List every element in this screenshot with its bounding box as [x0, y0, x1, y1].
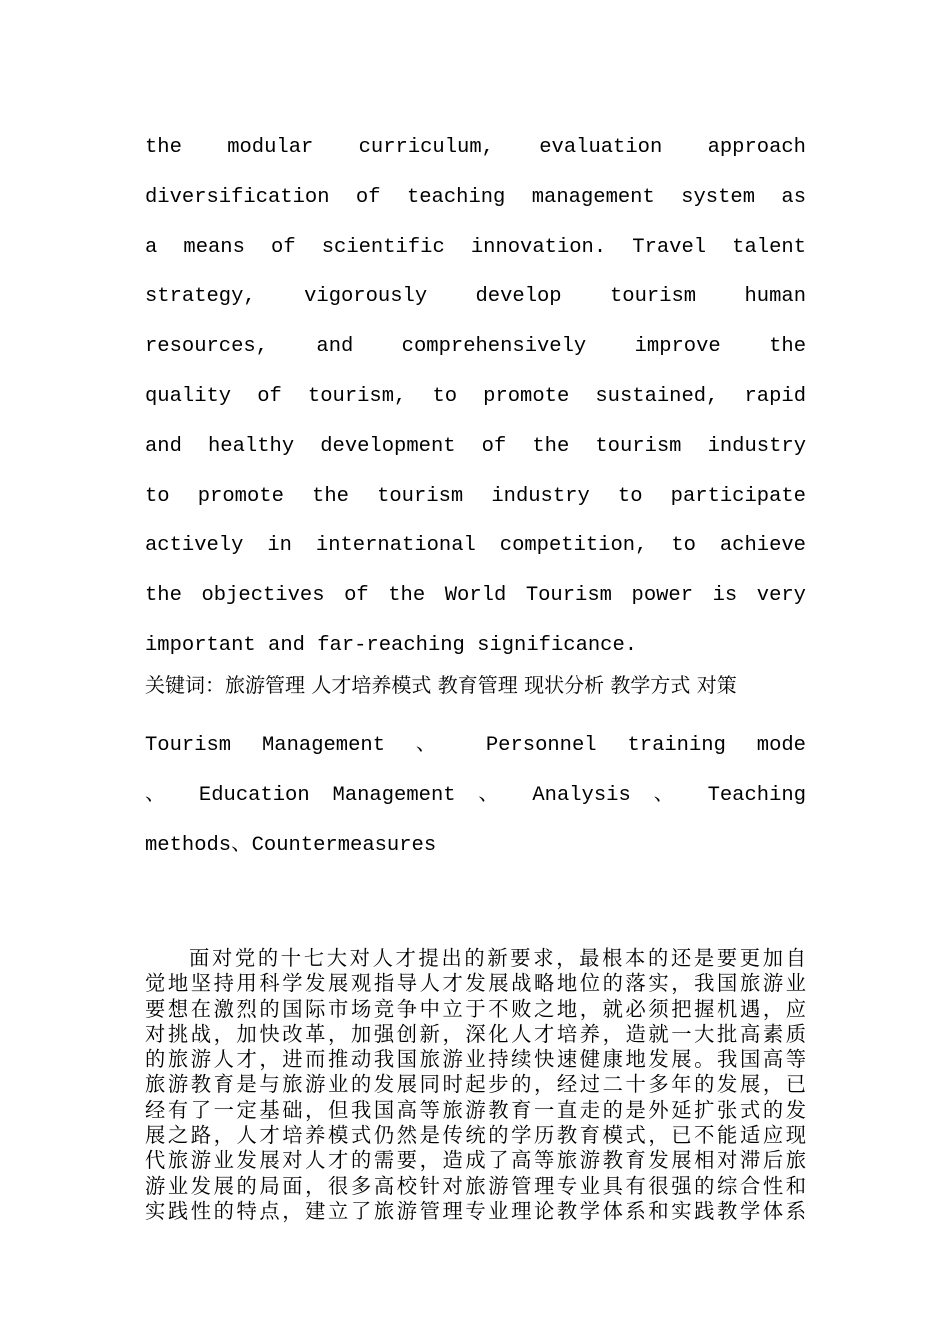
abstract-line: strategy, vigorously develop tourism human: [145, 285, 806, 309]
abstract-line: to promote the tourism industry to participate: [145, 484, 806, 508]
body-line: 面对党的十七大对人才提出的新要求，最根本的还是要更加自: [189, 946, 806, 970]
abstract-line: quality of tourism, to promote sustained, rapid: [145, 384, 806, 408]
body-line: 对挑战，加快改革，加强创新，深化人才培养，造就一大批高素质: [145, 1021, 806, 1046]
abstract-line: the objectives of the World Tourism power is very: [145, 584, 806, 608]
body-line: 展之路，人才培养模式仍然是传统的学历教育模式，已不能适应现: [145, 1123, 806, 1148]
chinese-keywords: 关键词：旅游管理 人才培养模式 教育管理 现状分析 教学方式 对策: [145, 673, 737, 697]
keywords-line: Tourism Management 、 Personnel training mode: [145, 734, 806, 757]
abstract-line: important and far-reaching significance.: [145, 633, 638, 657]
body-line: 实践性的特点，建立了旅游管理专业理论教学体系和实践教学体系: [145, 1198, 806, 1223]
abstract-line: a means of scientific innovation. Travel talent: [145, 235, 806, 259]
abstract-line: actively in international competition, to achieve: [145, 534, 806, 558]
english-abstract: [145, 136, 806, 684]
body-line: 经有了一定基础，但我国高等旅游教育一直走的是外延扩张式的发: [145, 1097, 806, 1122]
abstract-line: and healthy development of the tourism industry: [145, 434, 806, 458]
body-line: 代旅游业发展对人才的需要，造成了高等旅游教育发展相对滞后旅: [145, 1148, 806, 1173]
keywords-line: 、 Education Management 、 Analysis 、 Teaching: [145, 783, 806, 807]
keywords-line: methods、Countermeasures: [145, 833, 437, 857]
abstract-line: the modular curriculum, evaluation approach: [145, 136, 806, 159]
body-line: 的旅游人才，进而推动我国旅游业持续快速健康地发展。我国高等: [145, 1047, 806, 1072]
abstract-line: diversification of teaching management system as: [145, 185, 806, 209]
english-keywords: [145, 734, 806, 883]
body-line: 觉地坚持用科学发展观指导人才发展战略地位的落实，我国旅游业: [145, 971, 806, 996]
chinese-body-paragraph: [145, 946, 806, 1224]
abstract-line: resources, and comprehensively improve the: [145, 335, 806, 359]
body-line: 要想在激烈的国际市场竞争中立于不败之地，就必须把握机遇，应: [145, 996, 806, 1021]
body-line: 旅游教育是与旅游业的发展同时起步的，经过二十多年的发展，已: [145, 1072, 806, 1097]
body-line: 游业发展的局面，很多高校针对旅游管理专业具有很强的综合性和: [145, 1173, 806, 1198]
